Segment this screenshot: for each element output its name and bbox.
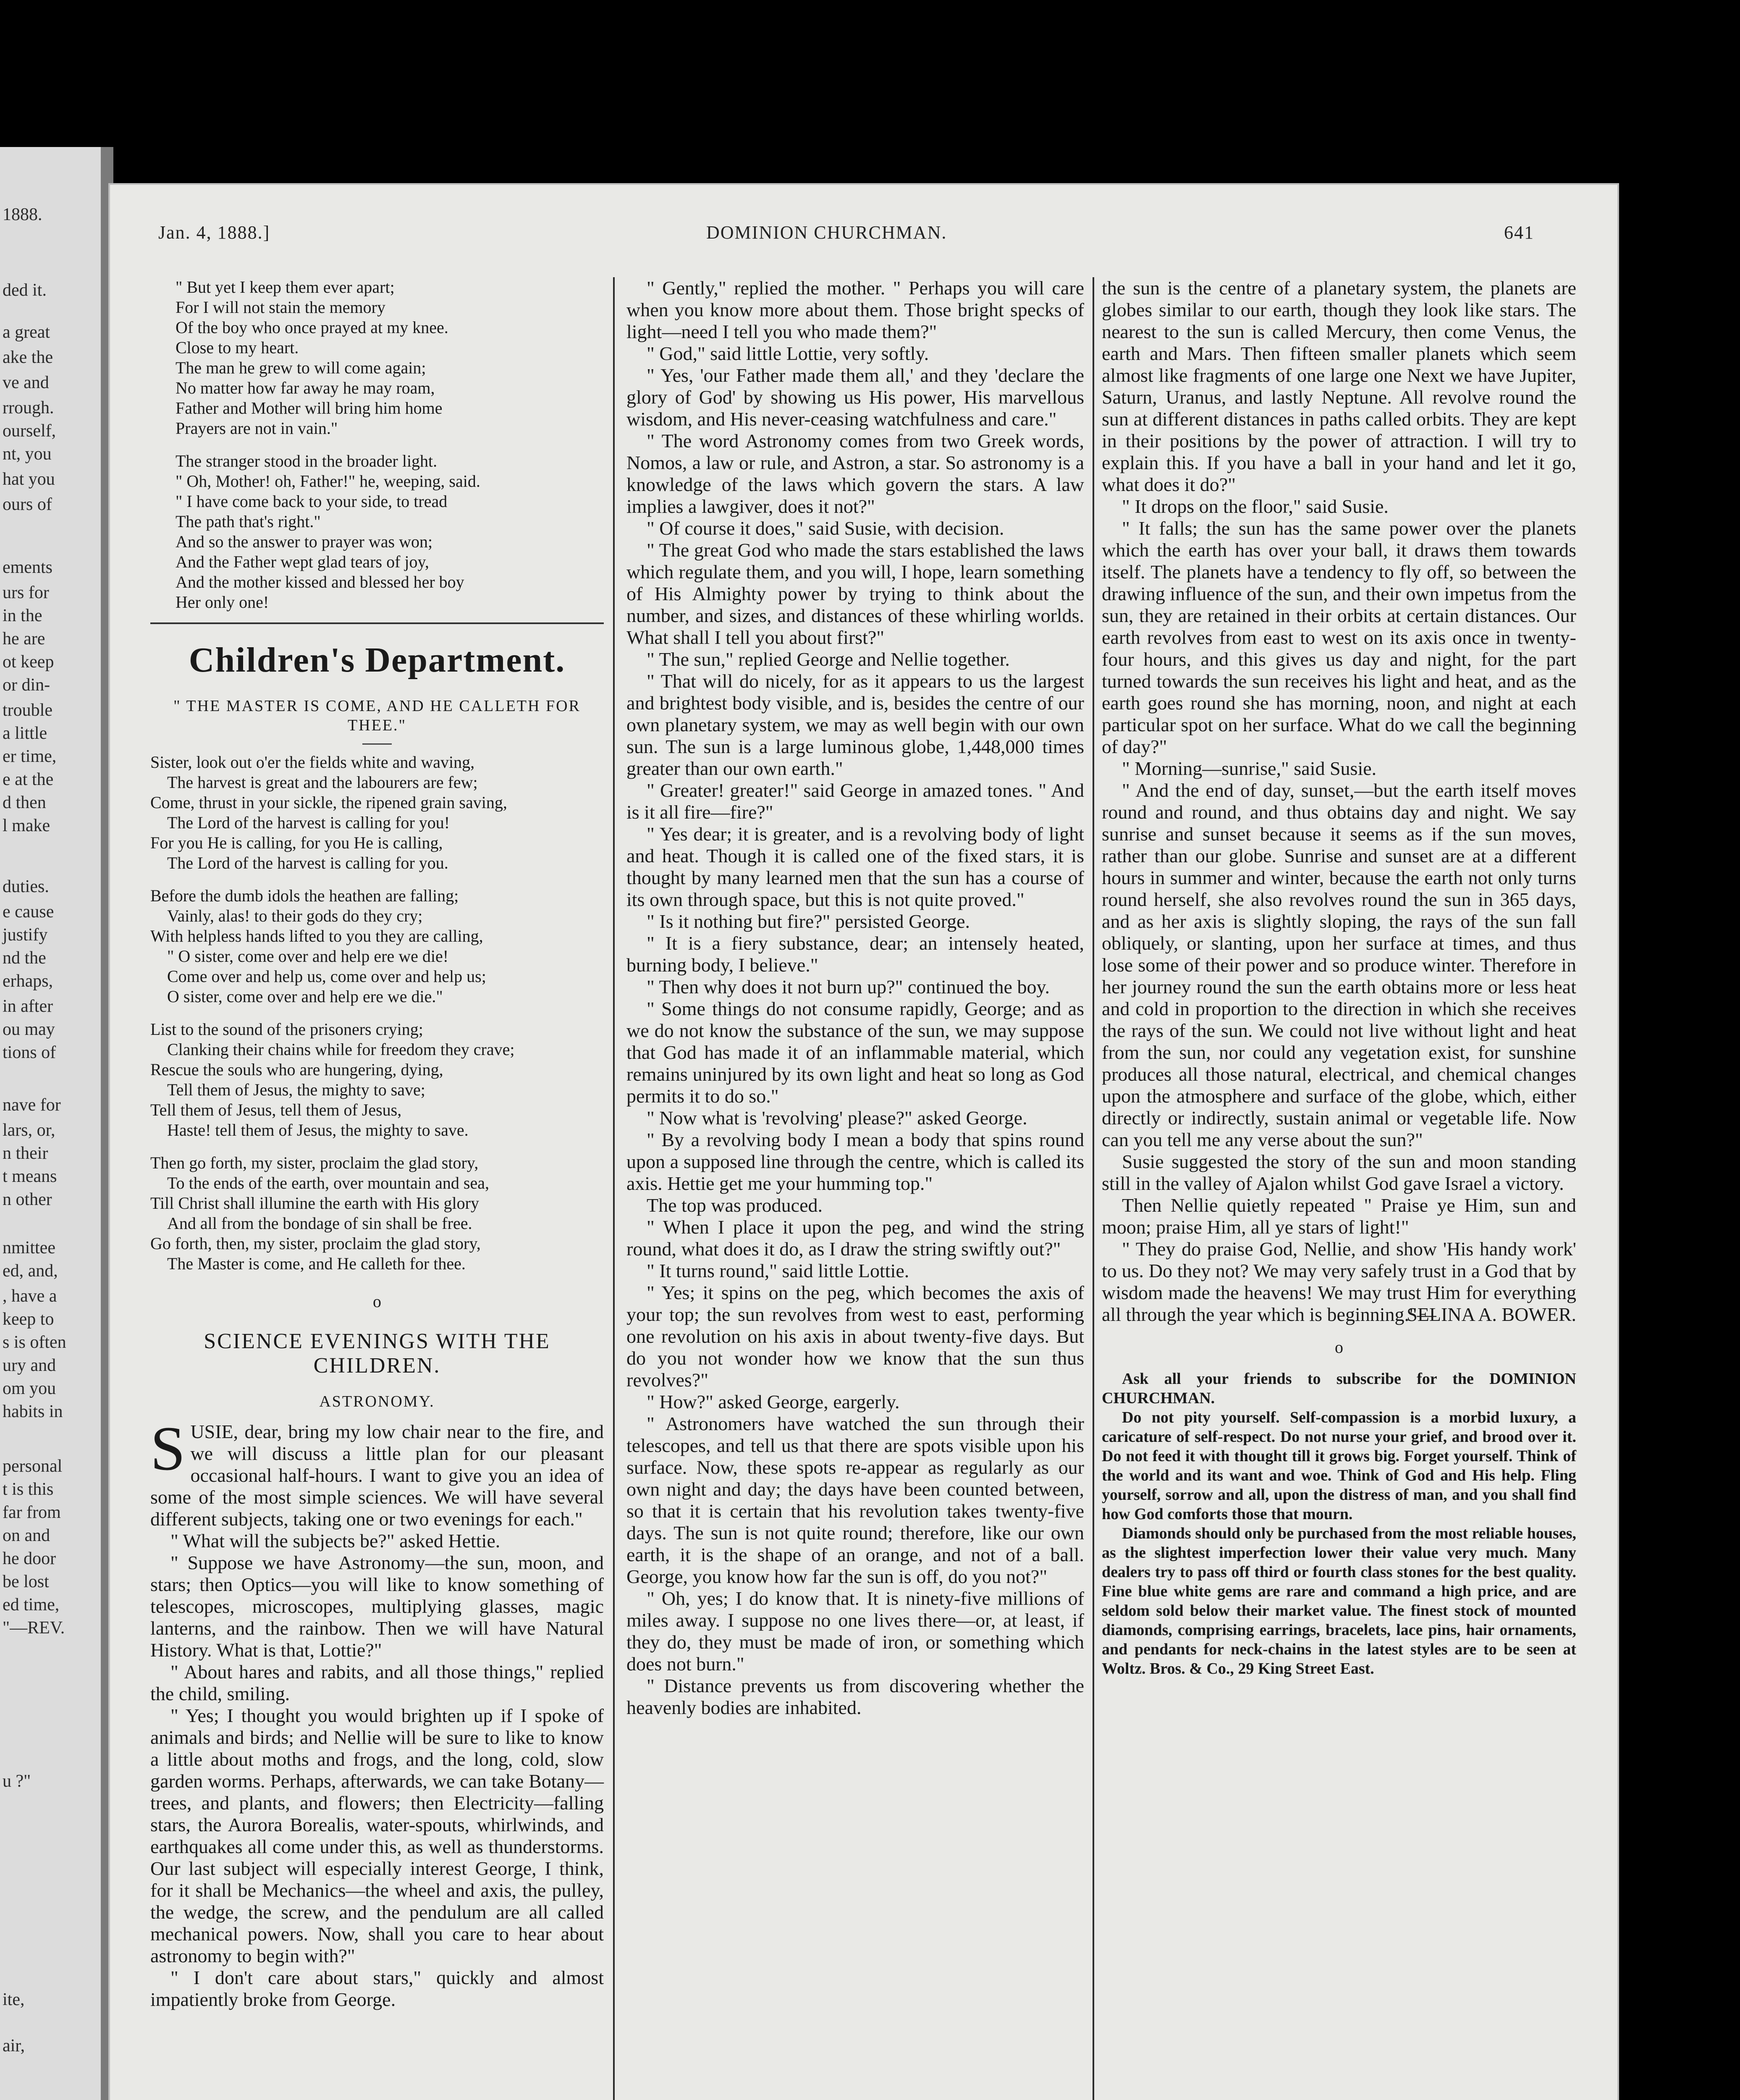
left-page-fragment: hat you (3, 470, 55, 489)
hymn-line: The Master is come, and He calleth for thee. (167, 1254, 466, 1273)
hymn-line: And all from the bondage of sin shall be free. (167, 1214, 472, 1233)
paragraph: " Now what is 'revolving' please?" asked George. (647, 1107, 1027, 1129)
hymn-line: Till Christ shall illumine the earth with His glory (150, 1194, 479, 1213)
paragraph: " Yes; it spins on the peg, which becomes the axis of your top; the sun revolves from west to east, performing one revolution on his axis in about twenty-five days. But do you not wonder how we know that the sun thus revolves?" (626, 1282, 1084, 1391)
hymn-line: To the ends of the earth, over mountain and sea, (167, 1173, 489, 1192)
hymn-line: Vainly, alas! to their gods do they cry; (167, 906, 423, 925)
poem-line: Father and Mother will bring him home (176, 399, 443, 417)
left-page-fragment: s is often (3, 1333, 66, 1352)
hymn-line: Tell them of Jesus, tell them of Jesus, (150, 1100, 402, 1119)
hymn-line: With helpless hands lifted to you they are calling, (150, 927, 483, 945)
poem-line: The man he grew to will come again; (176, 358, 426, 377)
hymn-line: List to the sound of the prisoners crying; (150, 1020, 423, 1039)
hymn-line (150, 873, 604, 886)
left-page-fragment: be lost (3, 1572, 49, 1591)
poem-line: Of the boy who once prayed at my knee. (176, 318, 448, 337)
left-page-fragment: er time, (3, 747, 57, 766)
left-page-fragment: ury and (3, 1356, 56, 1375)
paragraph: " The great God who made the stars established the laws which regulate them, and you will, I hope, learn something of His Almighty power by trying to think about the number, and sizes, and distances of these whirling worlds. What shall I tell you about first?" (626, 539, 1084, 648)
hymn-line: Rescue the souls who are hungering, dying, (150, 1060, 443, 1079)
poem-line: Prayers are not in vain." (176, 419, 338, 438)
paragraph: " Then why does it not burn up?" continued the boy. (647, 976, 1050, 998)
article-body (1102, 277, 1576, 1326)
left-page-fragment: ed time, (3, 1595, 60, 1614)
divider (362, 743, 392, 745)
notes (1102, 1369, 1576, 1678)
hymn-line: Tell them of Jesus, the mighty to save; (167, 1080, 425, 1099)
article-body (150, 1414, 604, 2011)
header-page-number: 641 (1504, 222, 1534, 243)
paragraph: Susie suggested the story of the sun and moon standing still in the valley of Ajalon whilst God gave Israel a victory. (1102, 1151, 1576, 1194)
paragraph: " It is a fiery substance, dear; an intensely heated, burning body, I believe." (626, 932, 1084, 976)
hymn-line (150, 1007, 604, 1019)
poem-top (150, 277, 604, 612)
poem-line: And so the answer to prayer was won; (176, 532, 433, 551)
column-3 (1102, 277, 1576, 1678)
left-page-fragment: rrough. (3, 398, 54, 417)
left-page-fragment: ite, (3, 1990, 25, 2009)
left-page-fragment: ve and (3, 373, 49, 392)
left-page-fragment: ou may (3, 1020, 55, 1039)
poem-line: " But yet I keep them ever apart; (176, 278, 395, 297)
paragraph: " Greater! greater!" said George in amazed tones. " And is it all fire—fire?" (626, 780, 1084, 823)
left-page-fragment: nmittee (3, 1238, 55, 1257)
hymn-line: Clanking their chains while for freedom they crave; (167, 1040, 515, 1059)
left-page-fragment: a great (3, 323, 50, 342)
note-paragraph: Do not pity yourself. Self-compassion is a morbid luxury, a caricature of self-respect. Do not nurse your grief, and brood over it. Do not feed it with thought till it grows big. Forget yourself. Think of the world and its want and woe. Think of God and His help. Fling yourself, sorrow and all, upon the distress of man, and you shall find how God comforts those that mourn. (1102, 1409, 1576, 1523)
left-page-fragment: e at the (3, 770, 54, 789)
left-page-fragment: trouble (3, 701, 52, 720)
paragraph: The top was produced. (647, 1194, 823, 1216)
poem-line: And the mother kissed and blessed her boy (176, 572, 464, 591)
drop-cap: S (150, 1414, 186, 1483)
astronomy-subhead: ASTRONOMY. (319, 1393, 435, 1410)
left-page-fragment: nave for (3, 1095, 61, 1115)
paragraph: " How?" asked George, eargerly. (647, 1391, 900, 1412)
left-page-fragment: he are (3, 629, 45, 648)
paragraph: " Morning—sunrise," said Susie. (1122, 758, 1377, 779)
left-page-fragment: ours of (3, 495, 52, 514)
poem-line: The stranger stood in the broader light. (176, 452, 438, 470)
hymn-line: Go forth, then, my sister, proclaim the glad story, (150, 1234, 481, 1253)
column-1 (150, 277, 604, 2011)
left-page-fragment: lars, or, (3, 1121, 55, 1140)
left-page-fragment: ed, and, (3, 1261, 58, 1281)
divider-mark: o (373, 1292, 381, 1311)
poem-line: Close to my heart. (176, 338, 299, 357)
department-heading: Children's Department. (189, 640, 566, 680)
paragraph: " When I place it upon the peg, and wind the string round, what does it do, as I draw the string swiftly out?" (626, 1216, 1084, 1260)
left-page-fragment: or din- (3, 675, 50, 695)
hymn-line: The Lord of the harvest is calling for you! (167, 813, 450, 832)
left-page-fragment: n their (3, 1144, 48, 1163)
left-page-fragment: l make (3, 816, 50, 835)
poem-line: " Oh, Mother! oh, Father!" he, weeping, said. (176, 472, 480, 491)
paragraph: " It turns round," said little Lottie. (647, 1260, 909, 1281)
left-page-fragment: erhaps, (3, 971, 53, 991)
signature: SELINA A. BOWER. (1407, 1304, 1576, 1325)
header-date: Jan. 4, 1888.] (158, 222, 270, 243)
poem-line: No matter how far away he may roam, (176, 378, 435, 397)
poem-line: Her only one! (176, 593, 269, 612)
left-page-fragment: in after (3, 997, 53, 1016)
paragraph: " They do praise God, Nellie, and show 'His handy work' to us. Do they not? We may very safely trust in a God that by wisdom made the heavens! We may trust Him for everything all through the year which is beginning."— (1102, 1238, 1576, 1325)
left-page-fragment: duties. (3, 877, 49, 896)
hymn-line: " O sister, come over and help ere we die! (167, 947, 449, 966)
left-page-fragment: , have a (3, 1286, 57, 1306)
left-page-fragment: habits in (3, 1402, 63, 1421)
paragraph: " By a revolving body I mean a body that spins round upon a supposed line through the centre, which is called its axis. Hettie get me your humming top." (626, 1129, 1084, 1194)
left-page-fragment: tions of (3, 1043, 56, 1062)
paragraph: " Distance prevents us from discovering whether the heavenly bodies are inhabited. (626, 1675, 1084, 1718)
paragraph: " Oh, yes; I do know that. It is ninety-five millions of miles away. I suppose no one lives there—or, at least, if they do, they must be made of iron, or something which does not burn." (626, 1588, 1084, 1675)
column-rule (613, 277, 615, 2100)
hymn (150, 752, 604, 1274)
paragraph: the sun is the centre of a planetary system, the planets are globes similar to our earth, though they look like stars. The nearest to the sun is called Mercury, then come Venus, the earth and Mars. Then fifteen smaller planets which seem almost like fragments of one large one Next we have Jupiter, Saturn, Uranus, and lastly Neptune. All revolve round the sun at different distances in paths called orbits. They are kept in their positions by the power of attraction. I will try to explain this. If you have a ball in your hand and let it go, what does it do?" (1102, 277, 1576, 495)
hymn-line (150, 1140, 604, 1153)
section-rule (150, 622, 604, 624)
paragraph: " Yes dear; it is greater, and is a revolving body of light and heat. Though it is called one of the fixed stars, it is thought by many learned men that the sun has a course of its own through space, but this is not quite proved." (626, 823, 1084, 910)
hymn-line: For you He is calling, for you He is calling, (150, 833, 443, 852)
paragraph (150, 1414, 604, 1530)
column-2 (626, 277, 1084, 1719)
hymn-line: The Lord of the harvest is calling for you. (167, 853, 448, 872)
poem-line: And the Father wept glad tears of joy, (176, 552, 429, 571)
left-page-fragment: on and (3, 1526, 50, 1545)
left-page-fragment: t is this (3, 1480, 54, 1499)
left-page-fragment: n other (3, 1190, 52, 1209)
paragraph: " It drops on the floor," said Susie. (1122, 496, 1389, 517)
paragraph: " It falls; the sun has the same power over the planets which the earth has over your ball, it draws them towards itself. The planets have a tendency to fly off, so between the drawing influence of the sun, and their own impetus from the sun, they are retained in their orbits at certain distances. Our earth revolves from east to west on its axis once in twenty-four hours, and this gives us day and night, for the part turned towards the sun receives his light and heat, and as the earth goes round she has morning, noon, and night at each particular spot on her surface. What do we call the beginning of day?" (1102, 517, 1576, 757)
paragraph: " Some things do not consume rapidly, George; and as we do not know the substance of the sun, we may suppose that God has made it of an inflammable material, which remains uninjured by its own light and heat so long as God permits it to do so." (626, 998, 1084, 1107)
poem-line: " I have come back to your side, to tread (176, 492, 448, 511)
paragraph: " Is it nothing but fire?" persisted George. (647, 911, 970, 932)
note-paragraph: Diamonds should only be purchased from the most reliable houses, as the slightest imperfection lower their value very much. Many dealers try to pass off third or fourth class stones for the best quality. Fine blue white gems are rare and command a high price, and are seldom sold below their market value. The finest stock of mounted diamonds, comprising earrings, bracelets, lace pins, hair ornaments, and pendants for neck-chains in the latest styles are to be seen at Woltz. Bros. & Co., 29 King Street East. (1102, 1525, 1576, 1677)
paragraph: " And the end of day, sunset,—but the earth itself moves round and round, and thus obtains day and night. We say sunrise and sunset because it seems as if the sun moves, rather than our globe. Sunrise and sunset are at a different hours in summer and winter, because the earth not only turns round herself, she also revolves round the sun in 365 days, and as her axis is slightly sloping, the rays of the sun fall obliquely, or slanting, upon her surface at times, and thus lose some of their power and so produce winter. Therefore in her journey round the sun the earth obtains more or less heat and cold in proportion to the direction in which she receives the rays of the sun. We could not live without light and heat from the sun, nor could any vegetation exist, for sunshine produces all those natural, electrical, and chemical changes upon the atmosphere and surface of the globe, which, either directly or indirectly, sustain animal or vegetable life. Now can you tell me any verse about the sun?" (1102, 780, 1576, 1150)
note-paragraph: Ask all your friends to subscribe for the DOMINION CHURCHMAN. (1102, 1370, 1576, 1407)
left-page-fragment: justify (3, 925, 48, 945)
hymn-line: Come over and help us, come over and help us; (167, 967, 486, 986)
left-page-fragment: t means (3, 1167, 57, 1186)
paragraph: " Of course it does," said Susie, with decision. (647, 517, 1004, 539)
left-page-fragment: nd the (3, 948, 46, 968)
poem-line: For I will not stain the memory (176, 298, 385, 317)
hymn-line: Then go forth, my sister, proclaim the glad story, (150, 1153, 479, 1172)
paragraph: Then Nellie quietly repeated " Praise ye Him, sun and moon; praise Him, all ye stars of light!" (1102, 1194, 1576, 1238)
left-page-fragment: personal (3, 1457, 63, 1476)
left-page-fragment: in the (3, 606, 42, 625)
newspaper-page (110, 185, 1617, 2100)
paragraph: " Gently," replied the mother. " Perhaps you will care when you know more about them. Those bright specks of light—need I tell you who made them?" (626, 277, 1084, 342)
science-title: SCIENCE EVENINGS WITH THE CHILDREN. (204, 1329, 550, 1378)
paragraph: " About hares and rabits, and all those things," replied the child, smiling. (150, 1661, 604, 1704)
poem-line (176, 438, 604, 451)
hymn-title: " THE MASTER IS COME, AND HE CALLETH FOR THEE." (173, 697, 581, 734)
paragraph: " The sun," replied George and Nellie together. (647, 648, 1010, 670)
left-page-fragment: ot keep (3, 652, 54, 672)
left-page-fragment: d then (3, 793, 46, 812)
poem-line: The path that's right." (176, 512, 321, 531)
left-page-fragment: he door (3, 1549, 56, 1568)
left-page-fragment: 1888. (3, 205, 42, 224)
left-page-fragment: ded it. (3, 281, 47, 300)
header-title: DOMINION CHURCHMAN. (706, 222, 947, 243)
left-page-fragment: keep to (3, 1310, 54, 1329)
hymn-line: Haste! tell them of Jesus, the mighty to save. (167, 1121, 469, 1139)
left-page-fragment: nt, you (3, 444, 52, 464)
paragraph-text: USIE, dear, bring my low chair near to the fire, and we will discuss a little plan for our pleasant occasional half-hours. I want to give you an idea of some of the most simple sciences. We will have several different subjects, taking one or two evenings for each." (150, 1421, 604, 1530)
left-page-fragment: air, (3, 2036, 25, 2055)
left-page-fragment: urs for (3, 583, 49, 602)
left-page-fragment: far from (3, 1503, 61, 1522)
left-page-fragment: a little (3, 724, 47, 743)
article-body (626, 277, 1084, 1719)
left-page-fragment: ements (3, 558, 52, 577)
hymn-line: Sister, look out o'er the fields white and waving, (150, 753, 475, 772)
column-rule (1093, 277, 1094, 2100)
paragraph: " Yes; I thought you would brighten up if I spoke of animals and birds; and Nellie will be sure to like to know a little about moths and frogs, and the long, cold, slow garden worms. Perhaps, afterwards, we can take Botany—trees, and plants, and flowers; then Electricity—falling stars, the Aurora Borealis, water-spouts, whirlwinds, and earthquakes all come under this, as well as thunderstorms. Our last subject will especially interest George, I think, for it shall be Mechanics—the wheel and axis, the pulley, the wedge, the screw, and the pendulum are all called mechanical powers. Now, shall you care to hear about astronomy to begin with?" (150, 1705, 604, 1966)
paragraph: " I don't care about stars," quickly and almost impatiently broke from George. (150, 1967, 604, 2010)
left-page-fragment: ourself, (3, 421, 56, 441)
paragraph: " Astronomers have watched the sun through their telescopes, and tell us that there are spots visible upon his surface. Now, these spots re-appear as regularly as our own night and day; the days have been counted between, so that it is certain that his revolution takes twenty-five days. The sun is not quite round; therefore, like our own earth, it is the shape of an orange, and not of a ball. George, you know how far the sun is off, do you not?" (626, 1413, 1084, 1587)
paragraph: " Yes, 'our Father made them all,' and they 'declare the glory of God' by showing us His power, His marvellous wisdom, and His never-ceasing watchfulness and care." (626, 365, 1084, 430)
left-page-fragment: e cause (3, 902, 54, 921)
hymn-line: The harvest is great and the labourers are few; (167, 773, 478, 792)
paragraph: " God," said little Lottie, very softly. (647, 343, 929, 364)
paragraph: " That will do nicely, for as it appears to us the largest and brightest body visible, and is, besides the centre of our own planetary system, we may as well begin with our own sun. The sun is a large luminous globe, 1,448,000 times greater than our own earth." (626, 670, 1084, 779)
left-page-fragment: "—REV. (3, 1618, 65, 1638)
left-page-fragment: u ?" (3, 1772, 31, 1791)
hymn-line: Come, thrust in your sickle, the ripened grain saving, (150, 793, 507, 812)
left-facing-page (0, 147, 101, 2100)
left-page-fragment: ake the (3, 348, 53, 367)
paragraph: " What will the subjects be?" asked Hettie. (170, 1530, 501, 1551)
hymn-line: O sister, come over and help ere we die." (167, 987, 443, 1006)
paragraph: " Suppose we have Astronomy—the sun, moon, and stars; then Optics—you will like to know something of telescopes, microscopes, multiplying glasses, magic lanterns, and the rainbow. Then we will have Natural History. What is that, Lottie?" (150, 1552, 604, 1661)
left-page-fragment: om you (3, 1379, 56, 1398)
divider-mark: o (1335, 1338, 1343, 1357)
paragraph: " The word Astronomy comes from two Greek words, Nomos, a law or rule, and Astron, a star. So astronomy is a knowledge of the laws which govern the stars. A law implies a lawgiver, does it not?" (626, 430, 1084, 517)
hymn-line: Before the dumb idols the heathen are falling; (150, 886, 459, 905)
